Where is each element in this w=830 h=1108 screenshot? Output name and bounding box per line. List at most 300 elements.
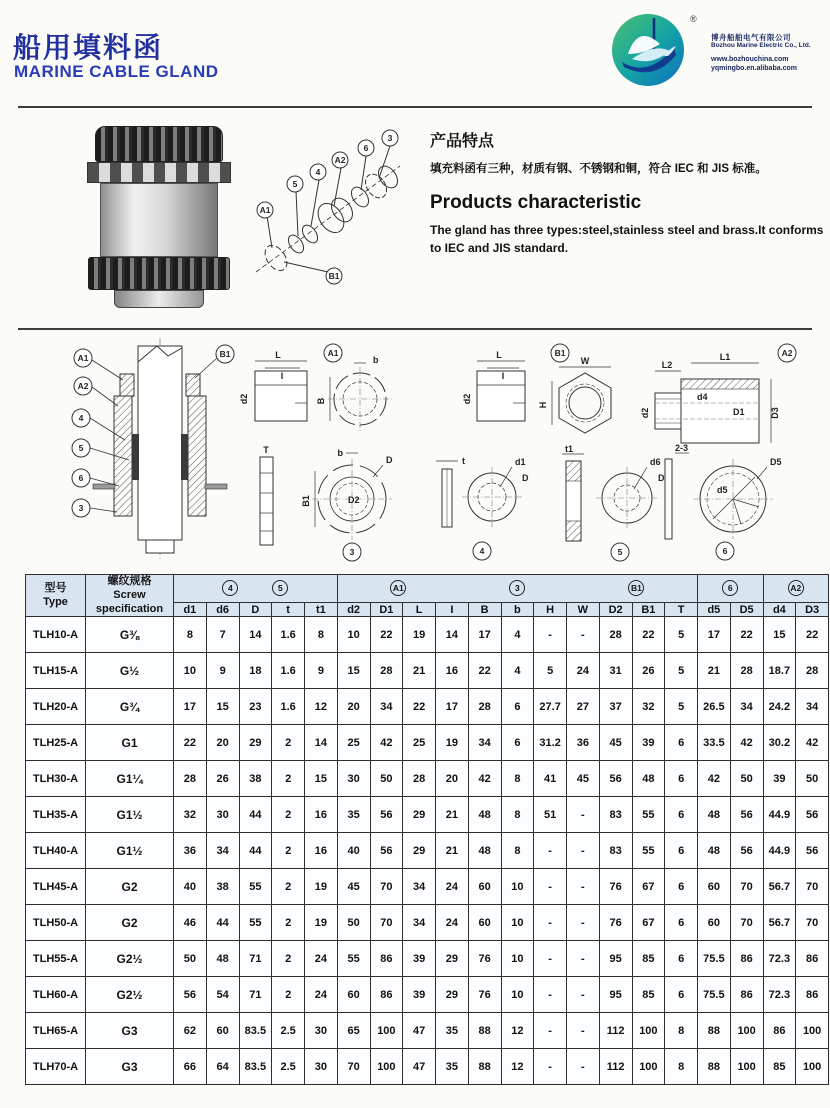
cell-d4: 85 bbox=[763, 1049, 796, 1085]
cell-L: 25 bbox=[403, 725, 436, 761]
features-heading-chinese: 产品特点 bbox=[430, 133, 495, 150]
part-a1-drawing bbox=[239, 344, 392, 431]
cell-b: 12 bbox=[501, 1049, 534, 1085]
cell-W: 27 bbox=[567, 689, 600, 725]
dim-H: H bbox=[538, 401, 548, 409]
cell-type: TLH20-A bbox=[26, 689, 86, 725]
dim-D: D bbox=[522, 473, 529, 483]
cell-b: 10 bbox=[501, 869, 534, 905]
cell-I: 35 bbox=[436, 1049, 469, 1085]
sailboat-logo-icon bbox=[612, 14, 684, 86]
cell-H: 5 bbox=[534, 653, 567, 689]
cell-d6: 54 bbox=[206, 977, 239, 1013]
part-b1-drawing bbox=[462, 344, 611, 433]
dim-d2: d2 bbox=[239, 393, 249, 405]
cell-d6: 20 bbox=[206, 725, 239, 761]
cell-screw-spec: G1¼ bbox=[86, 761, 174, 797]
column-header-d1: d1 bbox=[174, 602, 207, 616]
cell-d4: 56.7 bbox=[763, 869, 796, 905]
table-row-TLH40-A bbox=[26, 833, 829, 869]
cell-type: TLH65-A bbox=[26, 1013, 86, 1049]
table-row-TLH15-A bbox=[26, 653, 829, 689]
cell-t: 1.6 bbox=[272, 617, 305, 653]
screw-label-en: Screw specification bbox=[95, 588, 164, 615]
cell-D1: 50 bbox=[370, 761, 403, 797]
gland-body bbox=[100, 183, 218, 256]
dim-D5: D5 bbox=[770, 457, 782, 467]
cell-t1: 24 bbox=[305, 977, 338, 1013]
cell-d4: 72.3 bbox=[763, 977, 796, 1013]
cell-T: 8 bbox=[665, 1049, 698, 1085]
cell-W: - bbox=[567, 1049, 600, 1085]
exploded-callout-a2: A2 bbox=[334, 155, 346, 165]
cell-d6: 30 bbox=[206, 797, 239, 833]
cell-D: 14 bbox=[239, 617, 272, 653]
cell-b: 4 bbox=[501, 653, 534, 689]
part-3-drawing bbox=[260, 445, 393, 561]
cell-W: - bbox=[567, 977, 600, 1013]
cell-b: 10 bbox=[501, 905, 534, 941]
dim-D2: D2 bbox=[348, 495, 360, 505]
cell-t1: 30 bbox=[305, 1013, 338, 1049]
cell-D1: 86 bbox=[370, 941, 403, 977]
cell-H: 51 bbox=[534, 797, 567, 833]
dim-I: I bbox=[280, 371, 284, 381]
cell-D2: 112 bbox=[599, 1049, 632, 1085]
dim-b: b bbox=[373, 355, 379, 365]
cell-B1: 100 bbox=[632, 1013, 665, 1049]
cell-B: 48 bbox=[468, 833, 501, 869]
cell-d2: 65 bbox=[337, 1013, 370, 1049]
dim-B1: B1 bbox=[301, 495, 311, 507]
dim-D: D bbox=[658, 473, 665, 483]
cell-d6: 44 bbox=[206, 905, 239, 941]
cell-d4: 72.3 bbox=[763, 941, 796, 977]
cell-D: 71 bbox=[239, 977, 272, 1013]
cell-screw-spec: G2 bbox=[86, 869, 174, 905]
cell-B1: 100 bbox=[632, 1049, 665, 1085]
cell-D3: 86 bbox=[796, 977, 829, 1013]
cell-t1: 19 bbox=[305, 905, 338, 941]
cell-D: 18 bbox=[239, 653, 272, 689]
dim-d2: d2 bbox=[640, 407, 650, 419]
assembly-callout-a2: A2 bbox=[77, 381, 89, 391]
cell-L: 39 bbox=[403, 941, 436, 977]
company-name-english: Bozhou Marine Electric Co., Ltd. bbox=[711, 42, 811, 50]
cell-d2: 35 bbox=[337, 797, 370, 833]
dim-D: D bbox=[386, 455, 393, 465]
cell-d4: 18.7 bbox=[763, 653, 796, 689]
assembly-callout-3: 3 bbox=[78, 503, 84, 513]
column-header-t: t bbox=[272, 602, 305, 616]
dim-d2: d2 bbox=[462, 393, 472, 405]
cell-d6: 15 bbox=[206, 689, 239, 725]
group-badge-6: 6 bbox=[722, 580, 738, 596]
table-header bbox=[26, 575, 829, 617]
cell-t1: 16 bbox=[305, 833, 338, 869]
cell-d6: 9 bbox=[206, 653, 239, 689]
cell-B1: 55 bbox=[632, 833, 665, 869]
cell-T: 8 bbox=[665, 1013, 698, 1049]
dim-L2: L2 bbox=[661, 360, 673, 370]
cell-T: 6 bbox=[665, 869, 698, 905]
cell-D3: 70 bbox=[796, 869, 829, 905]
column-header-screw bbox=[86, 575, 174, 617]
dim-d5: d5 bbox=[717, 485, 728, 495]
column-header-L: L bbox=[403, 602, 436, 616]
company-name-chinese: 博舟船舶电气有限公司 bbox=[711, 33, 791, 42]
cell-B1: 85 bbox=[632, 941, 665, 977]
cell-D1: 42 bbox=[370, 725, 403, 761]
cell-b: 6 bbox=[501, 689, 534, 725]
cell-B: 60 bbox=[468, 869, 501, 905]
cell-I: 17 bbox=[436, 689, 469, 725]
cell-D5: 100 bbox=[730, 1013, 763, 1049]
dim-t1: t1 bbox=[565, 444, 574, 454]
cell-d5: 48 bbox=[698, 833, 731, 869]
cell-b: 10 bbox=[501, 941, 534, 977]
cell-d1: 8 bbox=[174, 617, 207, 653]
cell-d1: 10 bbox=[174, 653, 207, 689]
cell-D5: 86 bbox=[730, 977, 763, 1013]
part-4-drawing bbox=[436, 456, 529, 560]
exploded-callout-6: 6 bbox=[363, 143, 369, 153]
cell-D: 55 bbox=[239, 905, 272, 941]
type-label-en: Type bbox=[43, 595, 68, 608]
cell-b: 6 bbox=[501, 725, 534, 761]
cell-L: 19 bbox=[403, 617, 436, 653]
group-badge-4: 4 bbox=[222, 580, 238, 596]
cell-d1: 40 bbox=[174, 869, 207, 905]
cell-screw-spec: G1½ bbox=[86, 797, 174, 833]
cell-d2: 20 bbox=[337, 689, 370, 725]
cell-t: 2 bbox=[272, 869, 305, 905]
cell-T: 6 bbox=[665, 977, 698, 1013]
cell-t1: 9 bbox=[305, 653, 338, 689]
cell-T: 6 bbox=[665, 941, 698, 977]
dim-I: I bbox=[501, 371, 505, 381]
cell-D3: 86 bbox=[796, 941, 829, 977]
cell-screw-spec: G½ bbox=[86, 653, 174, 689]
cell-type: TLH40-A bbox=[26, 833, 86, 869]
specification-table bbox=[25, 574, 829, 1085]
table-row-TLH30-A bbox=[26, 761, 829, 797]
column-group-4-5 bbox=[174, 575, 338, 603]
cell-D: 23 bbox=[239, 689, 272, 725]
column-header-B: B bbox=[468, 602, 501, 616]
assembly-callout-5: 5 bbox=[78, 443, 84, 453]
cell-D5: 100 bbox=[730, 1049, 763, 1085]
cell-d2: 60 bbox=[337, 977, 370, 1013]
table-row-TLH65-A bbox=[26, 1013, 829, 1049]
column-header-d6: d6 bbox=[206, 602, 239, 616]
cell-T: 6 bbox=[665, 905, 698, 941]
exploded-callout-3: 3 bbox=[387, 133, 393, 143]
part-b1-badge: B1 bbox=[554, 348, 566, 358]
cell-d4: 86 bbox=[763, 1013, 796, 1049]
cell-d4: 56.7 bbox=[763, 905, 796, 941]
table-row-TLH50-A bbox=[26, 905, 829, 941]
cell-D5: 56 bbox=[730, 797, 763, 833]
column-header-W: W bbox=[567, 602, 600, 616]
column-header-I: I bbox=[436, 602, 469, 616]
gland-bottom-knurled-ring bbox=[88, 257, 230, 291]
cell-B1: 48 bbox=[632, 761, 665, 797]
cell-I: 20 bbox=[436, 761, 469, 797]
cell-B1: 67 bbox=[632, 905, 665, 941]
cell-D3: 100 bbox=[796, 1013, 829, 1049]
cell-d4: 44.9 bbox=[763, 833, 796, 869]
cell-L: 22 bbox=[403, 689, 436, 725]
cell-t: 2 bbox=[272, 797, 305, 833]
cell-D5: 50 bbox=[730, 761, 763, 797]
dim-t: t bbox=[462, 456, 465, 466]
dim-d4: d4 bbox=[697, 392, 708, 402]
column-header-d5: d5 bbox=[698, 602, 731, 616]
cell-D5: 70 bbox=[730, 905, 763, 941]
cell-D3: 42 bbox=[796, 725, 829, 761]
column-header-D3: D3 bbox=[796, 602, 829, 616]
part-5-badge: 5 bbox=[617, 547, 623, 557]
part-6-badge: 6 bbox=[722, 546, 728, 556]
cell-d2: 10 bbox=[337, 617, 370, 653]
cell-D3: 100 bbox=[796, 1049, 829, 1085]
exploded-callout-5: 5 bbox=[292, 179, 298, 189]
cell-d4: 44.9 bbox=[763, 797, 796, 833]
cell-D2: 76 bbox=[599, 869, 632, 905]
cell-D1: 100 bbox=[370, 1049, 403, 1085]
cell-T: 6 bbox=[665, 833, 698, 869]
cell-D5: 42 bbox=[730, 725, 763, 761]
cell-D2: 95 bbox=[599, 977, 632, 1013]
cell-W: 36 bbox=[567, 725, 600, 761]
cell-B: 22 bbox=[468, 653, 501, 689]
cell-d2: 50 bbox=[337, 905, 370, 941]
dim-B: B bbox=[316, 397, 326, 405]
group-badge-A2: A2 bbox=[788, 580, 804, 596]
cell-d2: 55 bbox=[337, 941, 370, 977]
cell-d2: 70 bbox=[337, 1049, 370, 1085]
cell-D5: 70 bbox=[730, 869, 763, 905]
cell-H: 27.7 bbox=[534, 689, 567, 725]
cell-D: 44 bbox=[239, 797, 272, 833]
cell-D2: 83 bbox=[599, 833, 632, 869]
cell-W: - bbox=[567, 617, 600, 653]
column-header-D1: D1 bbox=[370, 602, 403, 616]
group-badge-5: 5 bbox=[272, 580, 288, 596]
dim-d1: d1 bbox=[515, 457, 526, 467]
cell-D1: 86 bbox=[370, 977, 403, 1013]
product-features-section bbox=[430, 128, 824, 257]
cell-D2: 37 bbox=[599, 689, 632, 725]
column-header-t1: t1 bbox=[305, 602, 338, 616]
cell-screw-spec: G3 bbox=[86, 1013, 174, 1049]
cell-b: 8 bbox=[501, 797, 534, 833]
technical-drawings bbox=[15, 336, 815, 568]
cell-D5: 56 bbox=[730, 833, 763, 869]
dim-L: L bbox=[496, 350, 502, 360]
group-badge-A1: A1 bbox=[390, 580, 406, 596]
type-label-zh: 型号 bbox=[44, 581, 67, 594]
cell-type: TLH35-A bbox=[26, 797, 86, 833]
cell-screw-spec: G2½ bbox=[86, 977, 174, 1013]
cell-screw-spec: G¾ bbox=[86, 689, 174, 725]
cell-t: 2.5 bbox=[272, 1049, 305, 1085]
cell-D: 38 bbox=[239, 761, 272, 797]
cell-D: 44 bbox=[239, 833, 272, 869]
table-row-TLH10-A bbox=[26, 617, 829, 653]
cell-I: 24 bbox=[436, 869, 469, 905]
cell-type: TLH25-A bbox=[26, 725, 86, 761]
cell-type: TLH30-A bbox=[26, 761, 86, 797]
cell-T: 6 bbox=[665, 761, 698, 797]
cell-I: 29 bbox=[436, 977, 469, 1013]
exploded-callout-4: 4 bbox=[315, 167, 321, 177]
column-header-B1: B1 bbox=[632, 602, 665, 616]
dim-D3: D3 bbox=[770, 407, 780, 419]
screw-label-zh: 螺纹规格 bbox=[107, 575, 152, 587]
part-5-drawing bbox=[562, 444, 665, 561]
cell-D3: 70 bbox=[796, 905, 829, 941]
cell-d1: 56 bbox=[174, 977, 207, 1013]
cell-B1: 26 bbox=[632, 653, 665, 689]
registered-mark: ® bbox=[690, 14, 697, 24]
column-header-type bbox=[26, 575, 86, 617]
cell-d1: 28 bbox=[174, 761, 207, 797]
cell-T: 5 bbox=[665, 617, 698, 653]
cell-B: 17 bbox=[468, 617, 501, 653]
exploded-view-diagram bbox=[238, 120, 423, 320]
cell-I: 16 bbox=[436, 653, 469, 689]
cell-I: 35 bbox=[436, 1013, 469, 1049]
cell-d4: 24.2 bbox=[763, 689, 796, 725]
cell-d5: 33.5 bbox=[698, 725, 731, 761]
cell-L: 47 bbox=[403, 1013, 436, 1049]
part-a1-badge: A1 bbox=[327, 348, 339, 358]
cell-W: 24 bbox=[567, 653, 600, 689]
cell-W: 45 bbox=[567, 761, 600, 797]
cell-D2: 95 bbox=[599, 941, 632, 977]
cell-H: - bbox=[534, 941, 567, 977]
dim-2-3: 2-3 bbox=[675, 443, 689, 453]
cell-W: - bbox=[567, 1013, 600, 1049]
cell-D1: 56 bbox=[370, 833, 403, 869]
cell-I: 19 bbox=[436, 725, 469, 761]
column-group-6 bbox=[698, 575, 764, 603]
assembly-callout-4: 4 bbox=[78, 413, 84, 423]
table-head-groups bbox=[26, 575, 829, 603]
table-row-TLH25-A bbox=[26, 725, 829, 761]
column-header-H: H bbox=[534, 602, 567, 616]
cell-D1: 28 bbox=[370, 653, 403, 689]
cell-H: - bbox=[534, 1049, 567, 1085]
column-header-D: D bbox=[239, 602, 272, 616]
cell-t: 2 bbox=[272, 977, 305, 1013]
cell-B: 60 bbox=[468, 905, 501, 941]
cell-t1: 8 bbox=[305, 617, 338, 653]
cell-type: TLH60-A bbox=[26, 977, 86, 1013]
cell-W: - bbox=[567, 941, 600, 977]
assembly-callout-6: 6 bbox=[78, 473, 84, 483]
cell-b: 12 bbox=[501, 1013, 534, 1049]
cell-d6: 7 bbox=[206, 617, 239, 653]
cell-d2: 25 bbox=[337, 725, 370, 761]
cell-L: 29 bbox=[403, 797, 436, 833]
cell-d2: 40 bbox=[337, 833, 370, 869]
cell-L: 34 bbox=[403, 869, 436, 905]
cell-d1: 66 bbox=[174, 1049, 207, 1085]
table-row-TLH55-A bbox=[26, 941, 829, 977]
column-header-T: T bbox=[665, 602, 698, 616]
part-4-badge: 4 bbox=[479, 546, 485, 556]
cell-screw-spec: G1 bbox=[86, 725, 174, 761]
cell-t1: 14 bbox=[305, 725, 338, 761]
cell-W: - bbox=[567, 833, 600, 869]
cell-d6: 34 bbox=[206, 833, 239, 869]
cell-D1: 70 bbox=[370, 869, 403, 905]
cell-b: 4 bbox=[501, 617, 534, 653]
column-header-D5: D5 bbox=[730, 602, 763, 616]
cell-type: TLH45-A bbox=[26, 869, 86, 905]
company-website: www.bozhouchina.com bbox=[711, 55, 789, 63]
column-header-D2: D2 bbox=[599, 602, 632, 616]
part-3-badge: 3 bbox=[349, 547, 355, 557]
cell-L: 28 bbox=[403, 761, 436, 797]
dim-D1: D1 bbox=[733, 407, 745, 417]
cell-t1: 30 bbox=[305, 1049, 338, 1085]
table-row-TLH45-A bbox=[26, 869, 829, 905]
cell-D3: 22 bbox=[796, 617, 829, 653]
cell-D: 71 bbox=[239, 941, 272, 977]
cell-I: 21 bbox=[436, 797, 469, 833]
cell-B: 88 bbox=[468, 1013, 501, 1049]
cell-D5: 28 bbox=[730, 653, 763, 689]
part-6-drawing bbox=[665, 443, 782, 560]
cell-d5: 21 bbox=[698, 653, 731, 689]
cell-D3: 34 bbox=[796, 689, 829, 725]
column-header-b: b bbox=[501, 602, 534, 616]
group-badge-B1: B1 bbox=[628, 580, 644, 596]
cell-B1: 32 bbox=[632, 689, 665, 725]
dim-T: T bbox=[263, 445, 269, 455]
cell-d1: 36 bbox=[174, 833, 207, 869]
cell-d5: 17 bbox=[698, 617, 731, 653]
cell-L: 34 bbox=[403, 905, 436, 941]
cell-d5: 60 bbox=[698, 869, 731, 905]
cell-d6: 64 bbox=[206, 1049, 239, 1085]
cell-D5: 34 bbox=[730, 689, 763, 725]
cell-t1: 24 bbox=[305, 941, 338, 977]
cell-d2: 45 bbox=[337, 869, 370, 905]
cell-L: 47 bbox=[403, 1049, 436, 1085]
cell-D3: 50 bbox=[796, 761, 829, 797]
cell-B1: 85 bbox=[632, 977, 665, 1013]
cell-D2: 28 bbox=[599, 617, 632, 653]
cell-D2: 112 bbox=[599, 1013, 632, 1049]
cell-d4: 39 bbox=[763, 761, 796, 797]
product-photo-cable-gland bbox=[84, 126, 234, 308]
column-group-A2 bbox=[763, 575, 829, 603]
cell-d5: 42 bbox=[698, 761, 731, 797]
cell-T: 5 bbox=[665, 653, 698, 689]
cell-d5: 48 bbox=[698, 797, 731, 833]
assembly-cross-section bbox=[72, 338, 234, 560]
cell-d4: 30.2 bbox=[763, 725, 796, 761]
cell-screw-spec: G1½ bbox=[86, 833, 174, 869]
cell-d5: 26.5 bbox=[698, 689, 731, 725]
assembly-callout-a1: A1 bbox=[77, 353, 89, 363]
cell-t: 2 bbox=[272, 905, 305, 941]
